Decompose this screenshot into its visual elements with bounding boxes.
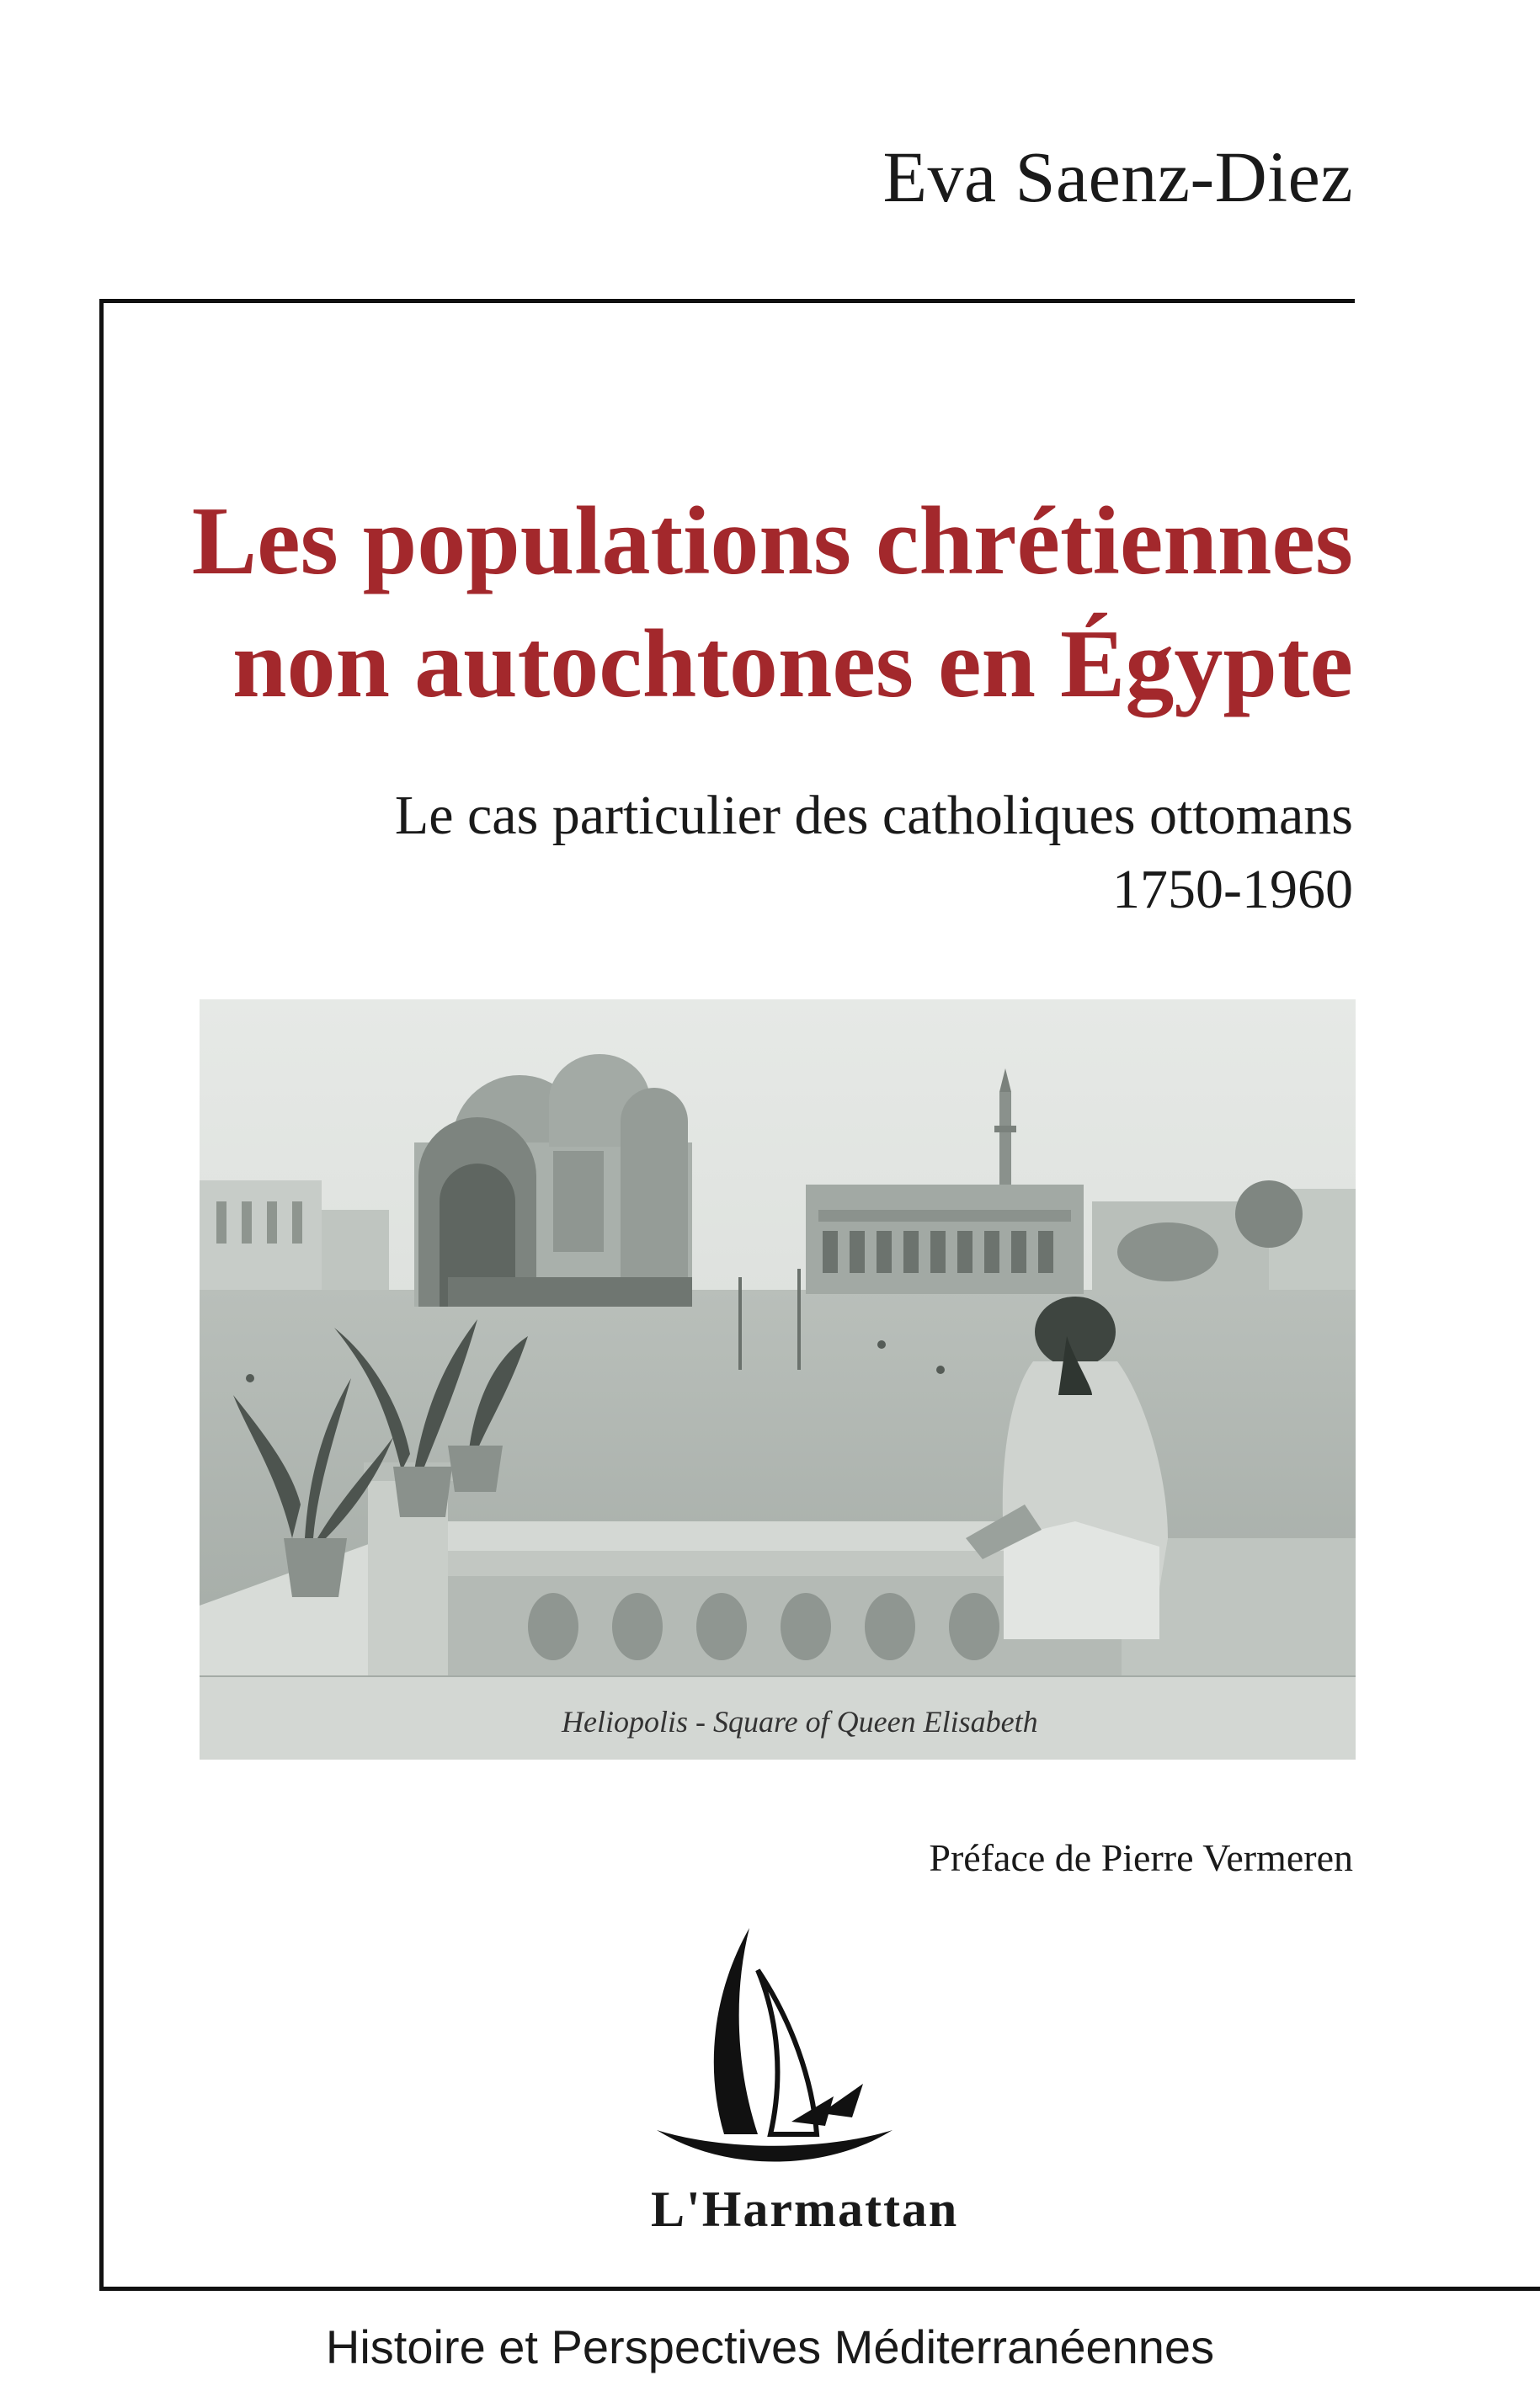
book-subtitle (395, 779, 1353, 927)
frame-top-rule (99, 299, 1355, 303)
publisher-name: L'Harmattan (651, 2181, 959, 2237)
subtitle-line-1: Le cas particulier des catholiques ottomans (394, 785, 1353, 846)
title-line-1: Les populations chrétiennes (191, 487, 1353, 595)
frame-left-rule (99, 299, 104, 2290)
photo-caption: Heliopolis - Square of Queen Elisabeth (562, 1705, 1038, 1739)
subtitle-date-range: 1750-1960 (1112, 859, 1353, 920)
title-line-2: non autochtones en Égypte (232, 610, 1353, 718)
series-name: Histoire et Perspectives Méditerranéennes (325, 2320, 1215, 2373)
frame-bottom-rule (99, 2287, 1540, 2291)
book-title (192, 480, 1353, 726)
preface-credit: Préface de Pierre Vermeren (929, 1836, 1353, 1879)
sailboat-logo-icon (623, 1920, 926, 2197)
cover-photograph (200, 999, 1356, 1760)
author-name: Eva Saenz-Diez (882, 136, 1353, 217)
